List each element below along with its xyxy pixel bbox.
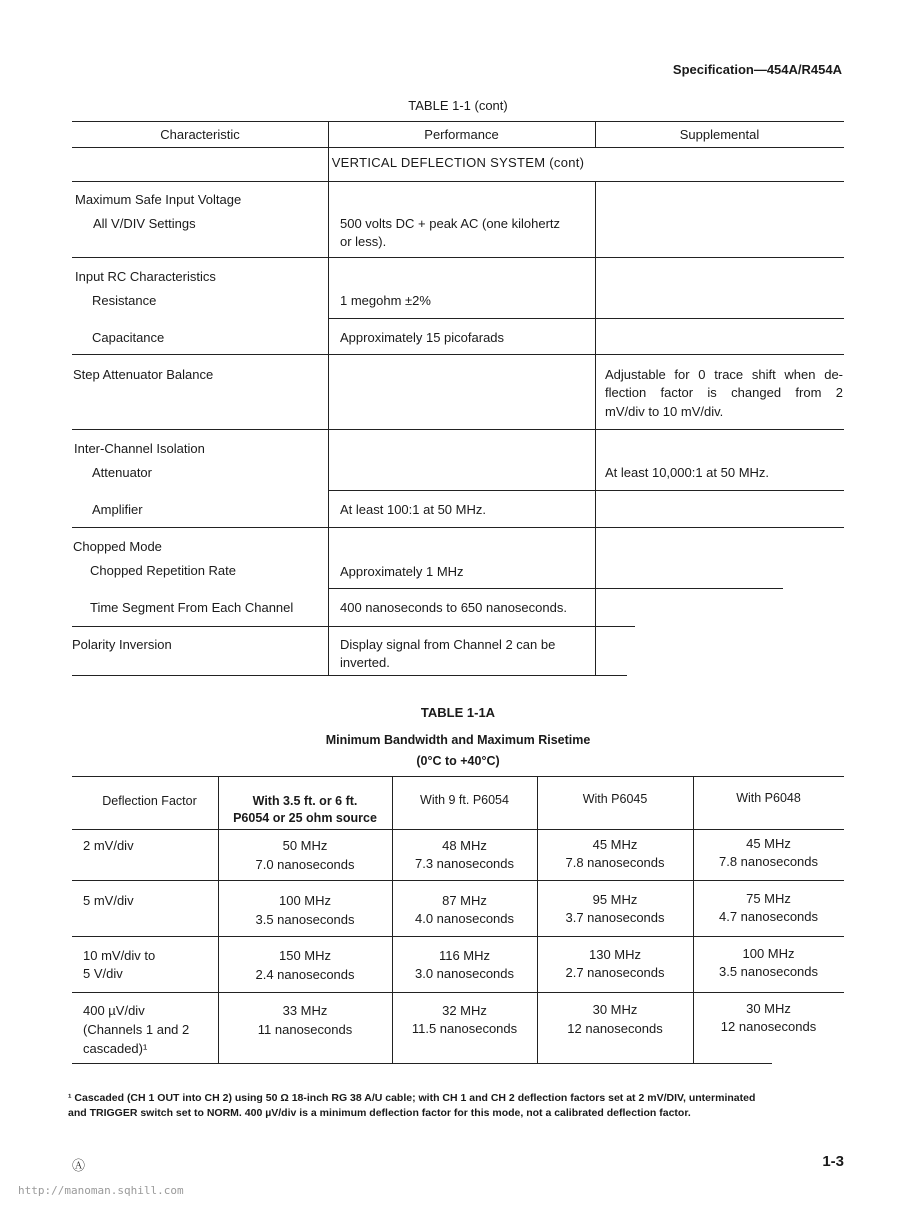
risetime-cell: 3.5 nanoseconds	[255, 912, 355, 927]
risetime-cell: 4.7 nanoseconds	[718, 909, 819, 924]
header-with-35ft-2: P6054 or 25 ohm source	[233, 811, 377, 825]
table2-title: TABLE 1-1A	[420, 705, 496, 720]
factor-5mv: 5 mV/div	[83, 893, 134, 908]
row-rule	[72, 626, 635, 627]
bw-cell: 33 MHz	[282, 1003, 328, 1018]
bw-cell: 45 MHz	[592, 837, 638, 852]
risetime-cell: 7.8 nanoseconds	[718, 854, 819, 869]
factor-2mv: 2 mV/div	[83, 838, 134, 853]
table2-subtitle: Minimum Bandwidth and Maximum Risetime	[325, 733, 591, 747]
char-time-segment: Time Segment From Each Channel	[90, 600, 294, 615]
risetime-cell: 11.5 nanoseconds	[411, 1021, 518, 1036]
footnote	[68, 1091, 848, 1121]
table2-top-rule	[72, 776, 844, 777]
col-header-supplemental: Supplemental	[679, 127, 760, 142]
header-p6048: With P6048	[736, 791, 801, 805]
bw-cell: 150 MHz	[278, 948, 332, 963]
risetime-cell: 7.8 nanoseconds	[565, 855, 665, 870]
char-chopped-mode: Chopped Mode	[73, 539, 162, 554]
risetime-cell: 4.0 nanoseconds	[414, 911, 515, 926]
row-rule	[72, 527, 844, 528]
supp-step-attenuator-2: flection factor is changed from 2	[605, 385, 843, 400]
table2-header-rule	[72, 829, 844, 830]
risetime-cell: 3.0 nanoseconds	[414, 966, 515, 981]
bw-cell: 100 MHz	[278, 893, 332, 908]
bw-cell: 30 MHz	[746, 1001, 791, 1016]
section-title: VERTICAL DEFLECTION SYSTEM (cont)	[331, 155, 585, 170]
factor-5v: 5 V/div	[83, 966, 123, 981]
bw-cell: 100 MHz	[742, 946, 795, 961]
perf-polarity-1: Display signal from Channel 2 can be	[340, 637, 556, 652]
char-step-attenuator: Step Attenuator Balance	[73, 367, 214, 382]
risetime-cell: 7.0 nanoseconds	[255, 857, 355, 872]
char-capacitance: Capacitance	[92, 330, 165, 345]
risetime-cell: 3.5 nanoseconds	[718, 964, 819, 979]
table1-section-rule	[72, 181, 844, 182]
row-rule	[72, 880, 844, 881]
factor-10mv: 10 mV/div to	[83, 948, 156, 963]
supp-step-attenuator-3: mV/div to 10 mV/div.	[605, 404, 724, 419]
bw-cell: 95 MHz	[592, 892, 638, 907]
char-resistance: Resistance	[92, 293, 157, 308]
watermark-url: http://manoman.sqhill.com	[18, 1184, 184, 1197]
perf-polarity-2: inverted.	[340, 655, 390, 670]
risetime-cell: 2.4 nanoseconds	[255, 967, 355, 982]
char-input-rc: Input RC Characteristics	[75, 269, 216, 284]
table1-header-rule	[72, 147, 844, 148]
bw-cell: 75 MHz	[746, 891, 791, 906]
perf-capacitance: Approximately 15 picofarads	[340, 330, 505, 345]
bw-cell: 130 MHz	[588, 947, 642, 962]
factor-400uv-cascaded: cascaded)¹	[83, 1041, 148, 1056]
perf-time-segment: 400 nanoseconds to 650 nanoseconds.	[340, 600, 567, 615]
table1-top-rule	[72, 121, 844, 122]
char-chopped-rate: Chopped Repetition Rate	[90, 563, 236, 578]
perf-max-safe-2: or less).	[340, 234, 387, 249]
bw-cell: 50 MHz	[282, 838, 328, 853]
col-rule	[328, 121, 329, 675]
row-rule	[72, 936, 844, 937]
table2-bottom-rule	[72, 1063, 772, 1064]
bw-cell: 48 MHz	[442, 838, 487, 853]
risetime-cell: 2.7 nanoseconds	[565, 965, 665, 980]
risetime-cell: 3.7 nanoseconds	[565, 910, 665, 925]
col-rule	[595, 181, 596, 675]
row-rule	[72, 257, 844, 258]
footnote-line-1: ¹ Cascaded (CH 1 OUT into CH 2) using 50 Ω 18-inch RG 38 A/U cable; with CH 1 and CH 2 deflection factors set at 2 mV/DIV, unterminated	[68, 1092, 756, 1104]
bw-cell: 45 MHz	[746, 836, 791, 851]
char-polarity: Polarity Inversion	[72, 637, 172, 652]
char-inter-channel: Inter-Channel Isolation	[74, 441, 205, 456]
header-with-9ft: With 9 ft. P6054	[420, 793, 509, 807]
factor-400uv: 400 µV/div	[83, 1003, 145, 1018]
row-rule	[72, 429, 844, 430]
publisher-mark-icon: Ⓐ	[72, 1158, 86, 1173]
char-all-vdiv: All V/DIV Settings	[93, 216, 196, 231]
risetime-cell: 7.3 nanoseconds	[414, 856, 515, 871]
perf-amplifier: At least 100:1 at 50 MHz.	[340, 502, 486, 517]
perf-max-safe-1: 500 volts DC + peak AC (one kilohertz	[340, 216, 561, 231]
risetime-cell: 12 nanoseconds	[720, 1019, 817, 1034]
row-rule	[72, 992, 844, 993]
char-amplifier: Amplifier	[92, 502, 143, 517]
row-rule	[328, 490, 844, 491]
row-rule	[328, 318, 844, 319]
bw-cell: 116 MHz	[438, 948, 491, 963]
perf-chopped-rate: Approximately 1 MHz	[340, 564, 464, 579]
header-with-35ft-1: With 3.5 ft. or 6 ft.	[252, 794, 358, 808]
page-header-spec: Specification—454A/R454A	[672, 62, 842, 77]
table2-temperature-range: (0°C to +40°C)	[416, 754, 500, 768]
row-rule	[72, 354, 844, 355]
header-deflection-factor: Deflection Factor	[102, 794, 197, 808]
perf-resistance: 1 megohm ±2%	[340, 293, 431, 308]
char-attenuator: Attenuator	[92, 465, 152, 480]
bw-cell: 30 MHz	[592, 1002, 638, 1017]
page-number: 1-3	[822, 1153, 844, 1170]
col-header-performance: Performance	[424, 127, 499, 142]
header-p6045: With P6045	[582, 792, 648, 806]
footnote-line-2: and TRIGGER switch set to NORM. 400 µV/div is a minimum deflection factor for this mode, not a calibrated deflection factor.	[68, 1107, 691, 1119]
char-max-safe: Maximum Safe Input Voltage	[75, 192, 242, 207]
bw-cell: 87 MHz	[442, 893, 487, 908]
supp-step-attenuator-1: Adjustable for 0 trace shift when de-	[605, 367, 843, 382]
row-rule	[328, 588, 783, 589]
col-header-characteristic: Characteristic	[160, 127, 240, 142]
bw-cell: 32 MHz	[442, 1003, 487, 1018]
table1-title: TABLE 1-1 (cont)	[408, 98, 508, 113]
risetime-cell: 12 nanoseconds	[567, 1021, 663, 1036]
table1-bottom-rule	[72, 675, 627, 676]
supp-attenuator: At least 10,000:1 at 50 MHz.	[605, 465, 770, 480]
risetime-cell: 11 nanoseconds	[257, 1022, 353, 1037]
factor-400uv-note: (Channels 1 and 2	[83, 1022, 190, 1037]
